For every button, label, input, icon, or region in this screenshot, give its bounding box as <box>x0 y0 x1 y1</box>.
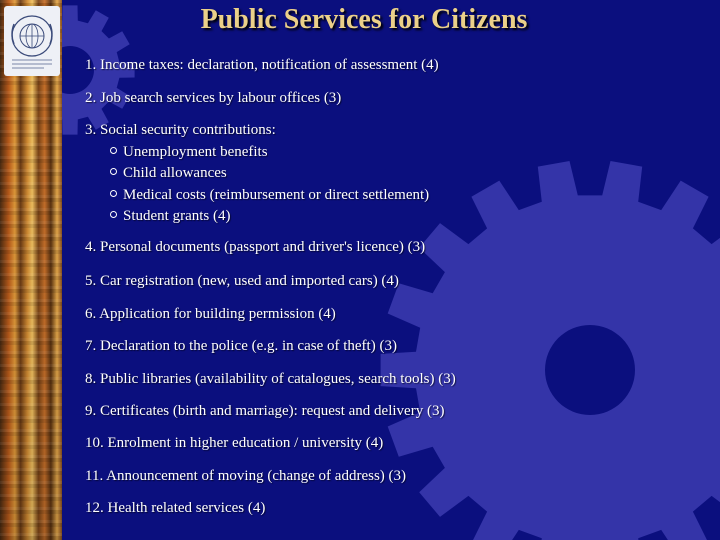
list-item: 4. Personal documents (passport and driver's licence) (3) <box>85 239 426 255</box>
list-item: 6. Application for building permission (4) <box>85 306 336 322</box>
gear-icon <box>381 161 720 540</box>
list-item: 1. Income taxes: declaration, notification of assessment (4) <box>85 57 439 73</box>
list-item: 11. Announcement of moving (change of address) (3) <box>85 468 407 484</box>
list-item: 12. Health related services (4) <box>85 500 266 516</box>
sub-list-item: Unemployment benefits <box>110 143 268 161</box>
sub-list-item: Medical costs (reimbursement or direct settlement) <box>110 186 429 204</box>
decorative-sidebar <box>0 0 62 540</box>
slide-title: Public Services for Citizens <box>200 4 528 35</box>
list-item: 10. Enrolment in higher education / university (4) <box>85 435 384 451</box>
list-item: 3. Social security contributions: <box>85 122 276 138</box>
list-item: 9. Certificates (birth and marriage): request and delivery (3) <box>85 403 445 419</box>
list-item: 5. Car registration (new, used and imported cars) (4) <box>85 273 399 289</box>
sub-list-item: Student grants (4) <box>110 207 230 225</box>
list-item: 2. Job search services by labour offices (3) <box>85 90 342 106</box>
sub-list-item: Child allowances <box>110 164 227 182</box>
list-item: 7. Declaration to the police (e.g. in case of theft) (3) <box>85 338 397 354</box>
list-item: 8. Public libraries (availability of catalogues, search tools) (3) <box>85 371 456 387</box>
